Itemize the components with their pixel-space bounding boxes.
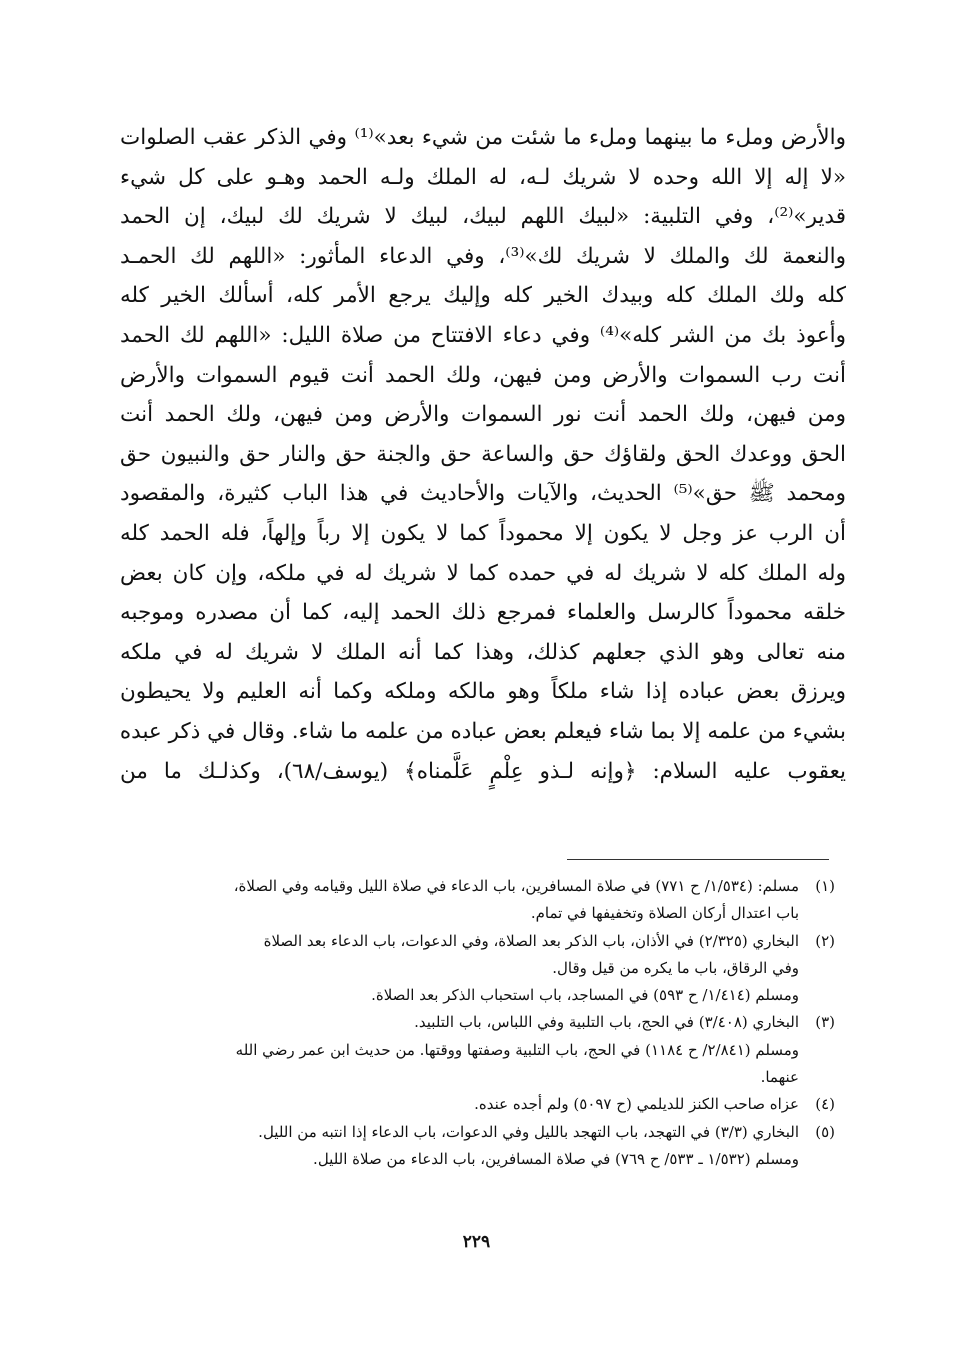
footnote-number: (٢) — [815, 931, 835, 950]
text-line: خلقه محموداً كالرسل والعلماء فمرجع ذلك الحمد إليه، كما أن مصدره وموجبه — [120, 600, 846, 626]
footnote-text: البخاري (٢/٣٢٥) في الأذان، باب الذكر بعد الصلاة، وفي الدعوات، باب الدعاء بعد الصلاة — [263, 931, 799, 950]
footnote-number: (٣) — [815, 1013, 835, 1032]
text-line: أنت رب السموات والأرض ومن فيهن، ولك الحمد أنت قيوم السموات والأرض — [120, 362, 846, 388]
page-number: ٢٢٩ — [462, 1232, 491, 1252]
footnote-line — [135, 1037, 835, 1064]
footnote-line — [135, 982, 835, 1009]
footnote-text: عنهما. — [760, 1068, 799, 1087]
text-line: منه تعالى وهو الذي جعلهم كذلك، وهذا كما أنه الملك لا شريك له في ملكه — [120, 639, 846, 665]
footnote-number: (٥) — [815, 1122, 835, 1141]
footnotes — [135, 873, 835, 1173]
footnote-text: ومسلم (٢/٨٤١/ ح ١١٨٤) في الحج، باب التلبية وصفتها ووقتها. من حديث ابن عمر رضي الله — [235, 1040, 799, 1059]
text-line: ويرزق بعض عباده إذا شاء ملكاً وهو مالكه وملكه وكما أنه العليم ولا يحيطون — [120, 679, 846, 705]
footnote-text: باب اعتدال أركان الصلاة وتخفيفها في تمام. — [530, 904, 799, 923]
text-line: الحق ووعدك الحق ولقاؤك حق والساعة حق والجنة حق والنار حق والنبيون حق — [120, 441, 846, 467]
text-line: وأعوذ بك من الشر كله»⁽⁴⁾ وفي دعاء الافتتاح من صلاة الليل: «اللهم لك الحمد — [120, 322, 846, 348]
footnote-number: (١) — [815, 877, 835, 895]
text-line: كله ولك الملك كله وبيدك الخير كله وإليك يرجع الأمر كله، أسألك الخير كله — [120, 283, 846, 309]
text-line: قدير»⁽²⁾، وفي التلبية: «لبيك اللهم لبيك، لبيك لا شريك لك لبيك، إن الحمد — [120, 204, 846, 230]
main-text — [120, 118, 846, 791]
text-line: أن الرب عز وجل لا يكون إلا محموداً كما لا يكون إلا رباً وإلهاً، فله الحمد كله — [120, 520, 846, 546]
footnote-line — [135, 1064, 835, 1091]
footnote-text: ومسلم (١/٤١٤/ ح ٥٩٣) في المساجد، باب استحباب الذكر بعد الصلاة. — [371, 986, 799, 1005]
footnote-line — [135, 900, 835, 927]
text-line: ومن فيهن، ولك الحمد أنت نور السموات والأرض ومن فيهن، ولك الحمد أنت — [120, 402, 846, 428]
text-line: «لا إله إلا الله وحده لا شريك لـه، له الملك ولـه الحمد وهـو على كل شيء — [120, 164, 846, 190]
text-line: يعقوب عليه السلام: ﴿وإنه لـذو عِلْمٍ عَلَّمناه﴾ (يوسف/٦٨)، وكذلـك ما من — [120, 758, 846, 784]
footnote-line — [135, 1009, 835, 1036]
footnote-number: (٤) — [815, 1095, 835, 1114]
footnote-text: البخاري (٣/٤٠٨) في الحج، باب التلبية وفي اللباس، باب التلبيد. — [414, 1013, 799, 1032]
text-line: بشيء من علمه إلا بما شاء فيعلم بعض عباده من علمه ما شاء. وقال في ذكر عبده — [120, 718, 846, 744]
footnote-line — [135, 1146, 835, 1173]
footnote-text: عزاه صاحب الكنز للديلمي (ح ٥٠٩٧) ولم أجده عنده. — [474, 1095, 799, 1114]
footnote-text: وفي الرقاق، باب ما يكره من قيل وقال. — [552, 958, 799, 977]
footnote-divider — [567, 859, 829, 860]
footnote-line — [135, 1119, 835, 1146]
footnote-text: البخاري (٣/٣) في التهجد، باب التهجد بالليل وفي الدعوات، باب الدعاء إذا انتبه من الليل. — [258, 1122, 799, 1141]
footnote-line — [135, 1091, 835, 1118]
text-line: ومحمد ﷺ حق»⁽⁵⁾ الحديث، والآيات والأحاديث في هذا الباب كثيرة، والمقصود — [120, 481, 846, 507]
text-line: وله الملك كله لا شريك له في حمده كما لا شريك له في ملكه، وإن كان بعض — [120, 560, 846, 586]
text-line: والأرض وملء ما بينهما وملء ما شئت من شيء بعد»⁽¹⁾ وفي الذكر عقب الصلوات — [120, 125, 846, 150]
footnote-line — [135, 955, 835, 982]
footnote-line — [135, 873, 835, 900]
footnote-line — [135, 928, 835, 955]
footnote-text: مسلم: (١/٥٣٤/ ح ٧٧١) في صلاة المسافرين، باب الدعاء في صلاة الليل وقيامه وفي الصلاة، — [233, 877, 799, 895]
footnote-text: ومسلم (١/٥٣٢ ـ ٥٣٣/ ح ٧٦٩) في صلاة المسافرين، باب الدعاء من صلاة الليل. — [313, 1149, 799, 1168]
text-line: والنعمة لك والملك لا شريك لك»⁽³⁾، وفي الدعاء المأثور: «اللهم لك الحمـد — [120, 243, 846, 269]
